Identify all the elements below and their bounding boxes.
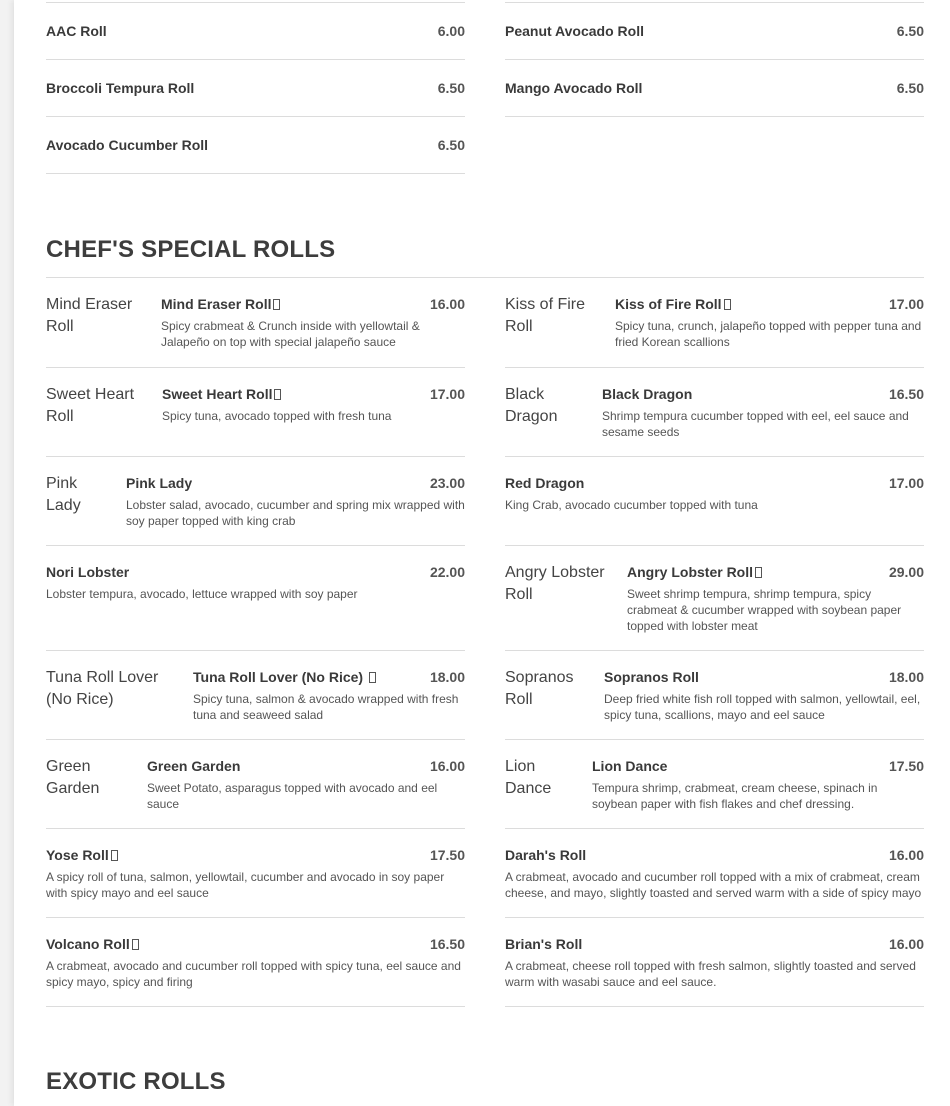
item-image: Tuna Roll Lover (No Rice): [46, 669, 159, 708]
item-body: [46, 936, 465, 990]
item-body: [193, 669, 465, 723]
item-body: [46, 564, 465, 602]
menu-item[interactable]: [505, 651, 924, 740]
item-price: 16.50: [429, 936, 465, 952]
item-price: 6.00: [437, 23, 465, 39]
menu-item[interactable]: [46, 651, 465, 740]
item-image: Mind Eraser Roll: [46, 296, 133, 335]
item-price: 16.00: [429, 758, 465, 774]
classic-rolls-right: [505, 3, 924, 117]
item-description: Spicy crabmeat & Crunch inside with yellowtail & Jalapeño on top with special jalapeño sauce: [161, 319, 420, 349]
item-price: 16.50: [888, 386, 924, 402]
item-name: Brian's Roll: [505, 936, 583, 952]
item-body: [162, 386, 465, 424]
item-name: Angry Lobster Roll: [627, 564, 762, 580]
item-price: 6.50: [437, 137, 465, 153]
spicy-icon: [369, 672, 376, 683]
item-name: Pink Lady: [126, 475, 193, 491]
item-name: Nori Lobster: [46, 564, 130, 580]
item-name: Mind Eraser Roll: [161, 296, 280, 312]
item-description: Tempura shrimp, crabmeat, cream cheese, spinach in soybean paper with fish flakes and chef dressing.: [592, 781, 878, 811]
spicy-icon: [111, 850, 118, 861]
item-body: [147, 758, 465, 812]
item-name: Sweet Heart Roll: [162, 386, 281, 402]
spicy-icon: [724, 299, 731, 310]
item-name: Black Dragon: [602, 386, 693, 402]
section-title-exotic: EXOTIC ROLLS: [46, 1068, 226, 1095]
item-price: 16.00: [429, 296, 465, 312]
item-name: Avocado Cucumber Roll: [46, 137, 209, 153]
item-name: Tuna Roll Lover (No Rice): [193, 669, 376, 685]
item-price: 18.00: [888, 669, 924, 685]
item-image: Angry Lobster Roll: [505, 564, 605, 603]
item-image: Black Dragon: [505, 386, 558, 425]
item-description: Spicy tuna, crunch, jalapeño topped with pepper tuna and fried Korean scallions: [615, 319, 922, 349]
menu-item[interactable]: [505, 829, 924, 918]
item-price: 6.50: [896, 23, 924, 39]
classic-rolls-left: [46, 3, 465, 174]
item-name: Peanut Avocado Roll: [505, 23, 644, 39]
item-body: [126, 475, 465, 529]
item-description: Lobster salad, avocado, cucumber and spring mix wrapped with soy paper topped with king crab: [126, 498, 465, 528]
item-price: 17.00: [888, 475, 924, 491]
item-description: King Crab, avocado cucumber topped with tuna: [505, 498, 758, 512]
item-description: A crabmeat, avocado and cucumber roll topped with a mix of crabmeat, cream cheese, and mayo, slightly toasted and served warm with a side of spicy mayo: [505, 870, 922, 900]
item-price: 17.50: [429, 847, 465, 863]
item-name: Green Garden: [147, 758, 241, 774]
menu-item[interactable]: [505, 368, 924, 457]
item-name: Lion Dance: [592, 758, 668, 774]
menu-item[interactable]: [505, 918, 924, 1007]
menu-page: [14, 0, 950, 1106]
item-body: [46, 847, 465, 901]
menu-item[interactable]: [46, 368, 465, 457]
item-description: Shrimp tempura cucumber topped with eel, eel sauce and sesame seeds: [602, 409, 909, 439]
item-body: [615, 296, 924, 350]
item-price: 22.00: [429, 564, 465, 580]
item-body: [505, 475, 924, 513]
item-image: Green Garden: [46, 758, 100, 797]
menu-item[interactable]: [505, 3, 924, 60]
chefs-special-right-column: [505, 278, 924, 1007]
menu-item[interactable]: [46, 918, 465, 1007]
item-price: 23.00: [429, 475, 465, 491]
item-description: Sweet shrimp tempura, shrimp tempura, spicy crabmeat & cucumber wrapped with soybean paper topped with lobster meat: [627, 587, 902, 633]
item-body: [604, 669, 924, 723]
item-description: Lobster tempura, avocado, lettuce wrapped with soy paper: [46, 587, 358, 601]
item-description: A crabmeat, avocado and cucumber roll topped with spicy tuna, eel sauce and spicy mayo, spicy and firing: [46, 959, 461, 989]
menu-item[interactable]: [46, 278, 465, 368]
item-price: 16.00: [888, 936, 924, 952]
item-name: Mango Avocado Roll: [505, 80, 643, 96]
item-image: Pink Lady: [46, 475, 81, 514]
item-name: Kiss of Fire Roll: [615, 296, 731, 312]
section-title-chefs-special: CHEF'S SPECIAL ROLLS: [46, 236, 336, 263]
spicy-icon: [132, 939, 139, 950]
item-body: [505, 847, 924, 901]
spicy-icon: [755, 567, 762, 578]
item-name: Red Dragon: [505, 475, 585, 491]
item-body: [505, 936, 924, 990]
item-name: Sopranos Roll: [604, 669, 699, 685]
item-description: A crabmeat, cheese roll topped with fresh salmon, slightly toasted and served warm with wasabi sauce and eel sauce.: [505, 959, 916, 989]
item-price: 29.00: [888, 564, 924, 580]
menu-item[interactable]: [46, 457, 465, 546]
item-description: A spicy roll of tuna, salmon, yellowtail, cucumber and avocado in soy paper with spicy mayo and eel sauce: [46, 870, 445, 900]
menu-item[interactable]: [505, 457, 924, 546]
item-price: 17.50: [888, 758, 924, 774]
menu-item[interactable]: [46, 546, 465, 651]
item-name: Yose Roll: [46, 847, 118, 863]
menu-item[interactable]: [46, 740, 465, 829]
menu-item[interactable]: [505, 740, 924, 829]
spicy-icon: [273, 299, 280, 310]
item-body: [161, 296, 465, 350]
item-name: Volcano Roll: [46, 936, 139, 952]
menu-item[interactable]: [46, 117, 465, 174]
item-price: 6.50: [437, 80, 465, 96]
menu-item[interactable]: [46, 829, 465, 918]
item-image: Lion Dance: [505, 758, 552, 797]
item-description: Sweet Potato, asparagus topped with avocado and eel sauce: [147, 781, 438, 811]
item-image: Sopranos Roll: [505, 669, 574, 708]
item-price: 17.00: [429, 386, 465, 402]
menu-item[interactable]: [505, 278, 924, 368]
item-body: [602, 386, 924, 440]
chefs-special-left-column: [46, 278, 465, 1007]
spicy-icon: [274, 389, 281, 400]
item-description: Spicy tuna, avocado topped with fresh tuna: [162, 409, 392, 423]
item-description: Deep fried white fish roll topped with salmon, yellowtail, eel, spicy tuna, scallions, mayo and eel sauce: [604, 692, 921, 722]
item-price: 6.50: [896, 80, 924, 96]
item-image: Sweet Heart Roll: [46, 386, 135, 425]
item-image: Kiss of Fire Roll: [505, 296, 586, 335]
menu-item[interactable]: [46, 3, 465, 60]
item-name: Darah's Roll: [505, 847, 587, 863]
item-body: [592, 758, 924, 812]
item-price: 16.00: [888, 847, 924, 863]
item-price: 17.00: [888, 296, 924, 312]
item-name: AAC Roll: [46, 23, 107, 39]
menu-item[interactable]: [505, 546, 924, 651]
item-price: 18.00: [429, 669, 465, 685]
menu-item[interactable]: [46, 60, 465, 117]
menu-item[interactable]: [505, 60, 924, 117]
item-name: Broccoli Tempura Roll: [46, 80, 195, 96]
item-body: [627, 564, 924, 634]
item-description: Spicy tuna, salmon & avocado wrapped with fresh tuna and seaweed salad: [193, 692, 459, 722]
